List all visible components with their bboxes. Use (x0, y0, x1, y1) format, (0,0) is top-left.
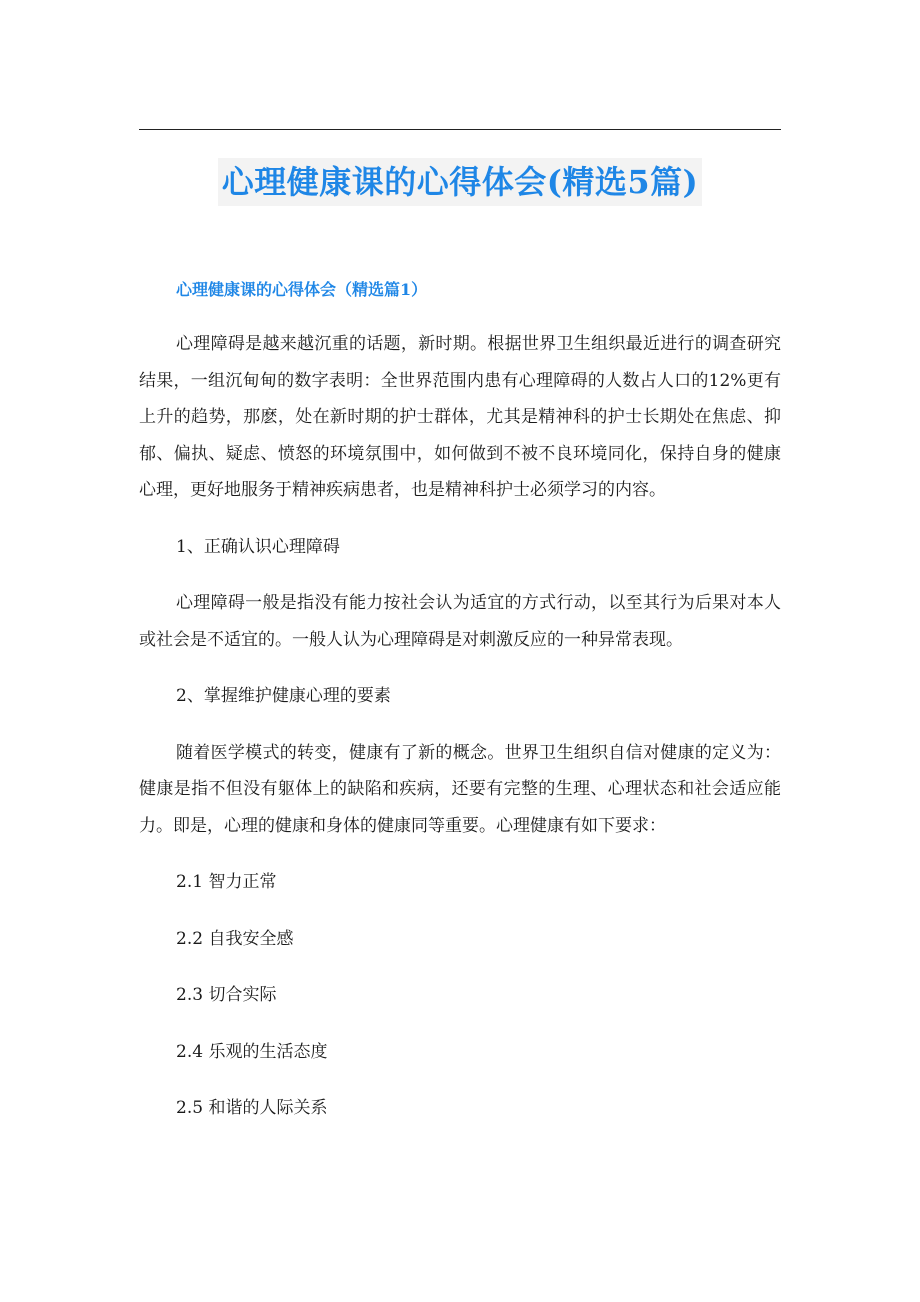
point-2-paragraph: 随着医学模式的转变，健康有了新的概念。世界卫生组织自信对健康的定义为：健康是指不但没有躯体上的缺陷和疾病，还要有完整的生理、心理状态和社会适应能力。即是，心理的健康和身体的健康同等重要。心理健康有如下要求： (139, 742, 781, 836)
header-rule (139, 129, 781, 130)
requirement-item: 2.2 自我安全感 (176, 928, 294, 949)
point-1-paragraph: 心理障碍一般是指没有能力按社会认为适宜的方式行动，以至其行为后果对本人或社会是不适宜的。一般人认为心理障碍是对刺激反应的一种异常表现。 (139, 593, 781, 650)
document-title: 心理健康课的心得体会(精选5篇) (218, 158, 703, 206)
requirement-item: 2.3 切合实际 (176, 985, 277, 1005)
requirement-item: 2.4 乐观的生活态度 (176, 1041, 328, 1062)
requirement-item: 2.5 和谐的人际关系 (176, 1098, 328, 1118)
intro-paragraph: 心理障碍是越来越沉重的话题，新时期。根据世界卫生组织最近进行的调查研究结果，一组沉甸甸的数字表明：全世界范围内患有心理障碍的人数占人口的12%更有上升的趋势，那麽，处在新时期的护士群体，尤其是精神科的护士长期处在焦虑、抑郁、偏执、疑虑、愤怒的环境氛围中，如何做到不被不良环境同化，保持自身的健康心理，更好地服务于精神疾病患者，也是精神科护士必须学习的内容。 (139, 334, 781, 500)
section-heading: 心理健康课的心得体会（精选篇1） (176, 280, 428, 299)
point-2-heading: 2、掌握维护健康心理的要素 (176, 686, 391, 706)
title-container (0, 158, 920, 206)
point-1-heading: 1、正确认识心理障碍 (176, 536, 340, 557)
document-body (139, 276, 781, 1127)
requirement-item: 2.1 智力正常 (176, 872, 277, 892)
